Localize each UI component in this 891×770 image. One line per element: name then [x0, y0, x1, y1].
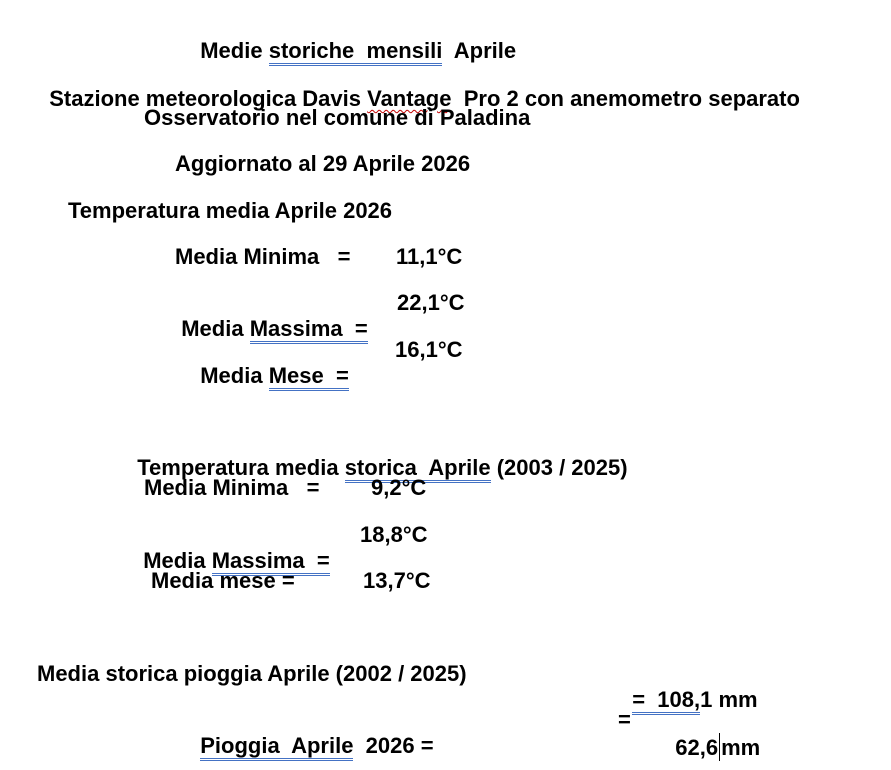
rain-historical-value-rest: 1 mm	[700, 687, 758, 712]
current-mese-label-underlined: Mese =	[269, 363, 349, 391]
historical-max-label-underlined: Massima =	[212, 548, 330, 576]
rain-historical-label: Media storica pioggia Aprile (2002 / 2025)	[37, 661, 467, 686]
current-mese-label-prefix: Media	[200, 363, 269, 388]
text-cursor-icon	[719, 733, 720, 761]
rain-historical-value-underlined: = 108,	[632, 687, 700, 715]
page-title	[188, 12, 517, 63]
historical-max-value: 18,8°C	[360, 522, 428, 547]
title-part-1: Medie	[200, 38, 269, 63]
station-part-1: Stazione meteorologica Davis	[49, 86, 368, 111]
historical-mese-label: Media mese =	[151, 568, 295, 593]
historical-heading	[125, 429, 628, 480]
historical-mese-value: 13,7°C	[363, 568, 431, 593]
station-part-2: Vantage	[367, 86, 452, 111]
current-min-label: Media Minima =	[175, 244, 351, 269]
rain-current-unit: mm	[721, 735, 761, 760]
current-max-label-underlined: Massima =	[250, 316, 368, 344]
historical-heading-underlined: storica Aprile	[345, 455, 491, 483]
rain-current-value-group	[663, 707, 760, 761]
current-mese-value: 16,1°C	[395, 337, 463, 362]
current-mese-label	[188, 337, 349, 389]
rain-current-equals: =	[618, 707, 631, 732]
title-part-3: Aprile	[442, 38, 517, 63]
station-part-3: Pro	[451, 86, 501, 111]
rain-current-value: 62,6	[675, 735, 719, 760]
station-part-4: 2 con anemometro separato	[500, 86, 800, 111]
rain-historical-value	[620, 661, 758, 713]
station-line	[37, 60, 800, 111]
historical-min-label: Media Minima =	[144, 475, 320, 500]
historical-heading-suffix: (2003 / 2025)	[490, 455, 628, 480]
current-max-label	[169, 290, 368, 342]
current-min-value: 11,1°C	[396, 244, 463, 269]
rain-current-label-underlined: Pioggia Aprile	[200, 733, 353, 761]
historical-max-label-prefix: Media	[143, 548, 212, 573]
observatory-line: Osservatorio nel comune di Paladina	[144, 105, 531, 130]
rain-current-label	[188, 707, 434, 759]
title-part-2: storiche mensili	[269, 38, 443, 66]
current-max-value: 22,1°C	[397, 290, 465, 315]
historical-min-value: 9,2°C	[371, 475, 427, 500]
historical-max-label	[131, 522, 330, 574]
rain-current-label-rest: 2026 =	[353, 733, 434, 758]
updated-line: Aggiornato al 29 Aprile 2026	[175, 151, 471, 176]
current-max-label-prefix: Media	[181, 316, 250, 341]
historical-heading-prefix: Temperatura media	[137, 455, 345, 480]
current-heading: Temperatura media Aprile 2026	[68, 198, 393, 223]
